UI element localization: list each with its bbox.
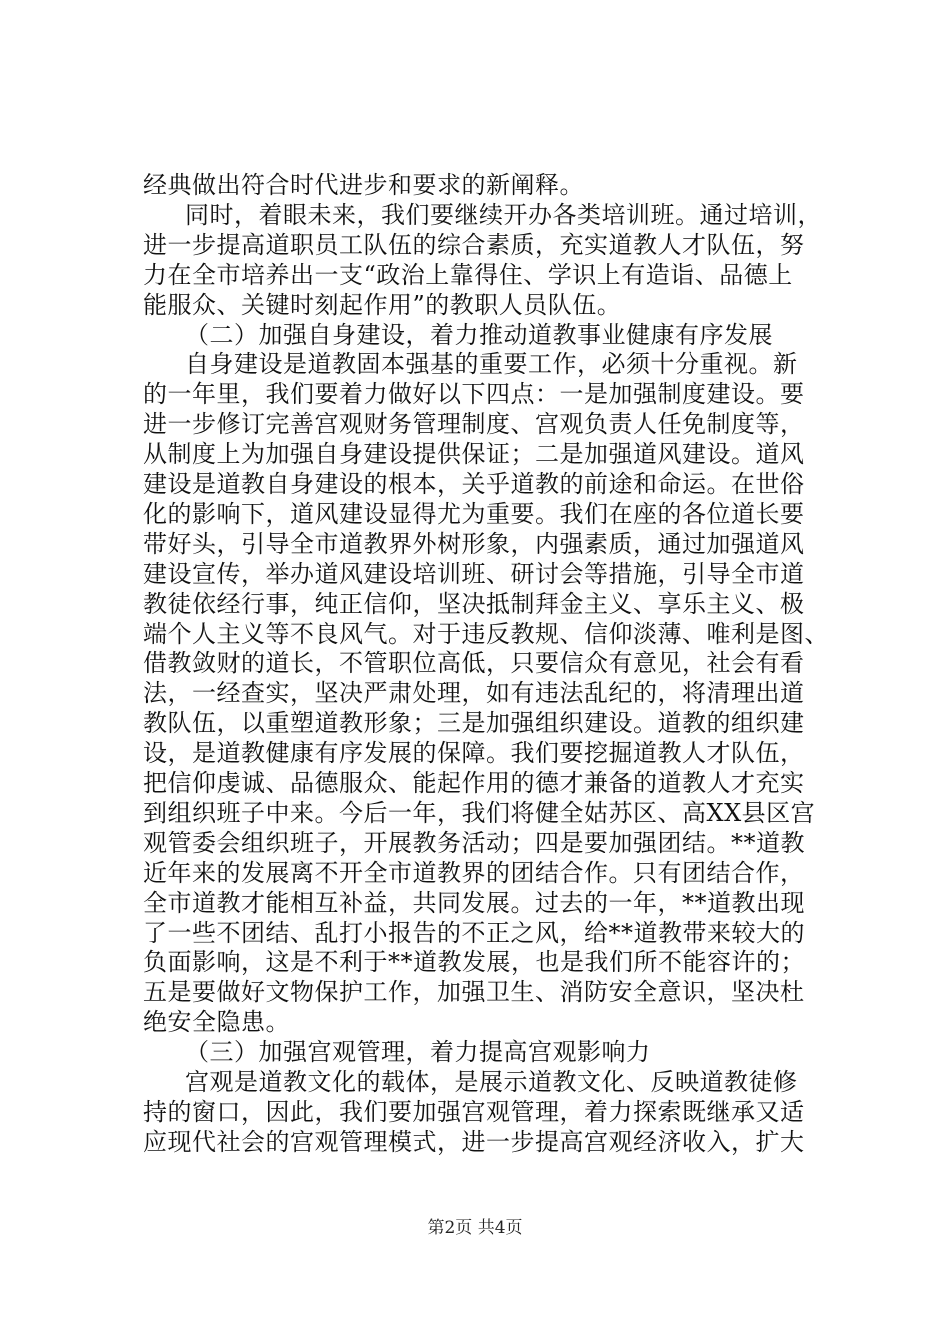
body-text-line: 法，一经查实，坚决严肃处理，如有违法乱纪的，将清理出道 — [143, 679, 805, 707]
body-text-line: 把信仰虔诚、品德服众、能起作用的德才兼备的道教人才充实 — [143, 769, 805, 797]
body-text-line: 教徒依经行事，纯正信仰，坚决抵制拜金主义、享乐主义、极 — [143, 590, 805, 618]
body-text-line: 进一步修订完善宫观财务管理制度、宫观负责人任免制度等， — [143, 410, 805, 438]
body-text-line: 了一些不团结、乱打小报告的不正之风，给**道教带来较大的 — [143, 919, 805, 947]
body-text-line: 能服众、关键时刻起作用”的教职人员队伍。 — [143, 291, 622, 319]
body-text-line: 的一年里，我们要着力做好以下四点：一是加强制度建设。要 — [143, 380, 805, 408]
body-text-line: 同时，着眼未来，我们要继续开办各类培训班。通过培训， — [185, 201, 822, 229]
body-text-line: 经典做出符合时代进步和要求的新阐释。 — [143, 171, 584, 199]
body-text-line: 到组织班子中来。今后一年，我们将健全姑苏区、高XX县区宫 — [143, 799, 816, 827]
body-text-line: 从制度上为加强自身建设提供保证；二是加强道风建设。道风 — [143, 440, 805, 468]
body-text-line: 自身建设是道教固本强基的重要工作，必须十分重视。新 — [185, 350, 798, 378]
body-text-line: 建设是道教自身建设的根本，关乎道教的前途和命运。在世俗 — [143, 470, 805, 498]
body-text-line: 进一步提高道职员工队伍的综合素质，充实道教人才队伍，努 — [143, 231, 805, 259]
body-text-line: 观管委会组织班子，开展教务活动；四是要加强团结。**道教 — [143, 829, 805, 857]
body-text-line: 近年来的发展离不开全市道教界的团结合作。只有团结合作， — [143, 859, 805, 887]
body-text-line: 持的窗口，因此，我们要加强宫观管理，着力探索既继承又适 — [143, 1098, 805, 1126]
body-text-line: 端个人主义等不良风气。对于违反教规、信仰淡薄、唯利是图、 — [143, 620, 829, 648]
section-heading: （三）加强宫观管理，着力提高宫观影响力 — [185, 1038, 651, 1066]
body-text-line: 借教敛财的道长，不管职位高低，只要信众有意见，社会有看 — [143, 649, 805, 677]
body-text-line: 宫观是道教文化的载体，是展示道教文化、反映道教徒修 — [185, 1068, 798, 1096]
body-text-line: 建设宣传，举办道风建设培训班、研讨会等措施，引导全市道 — [143, 560, 805, 588]
body-text-line: 负面影响，这是不利于**道教发展，也是我们所不能容许的； — [143, 948, 805, 976]
body-text-line: 绝安全隐患。 — [143, 1008, 290, 1036]
section-heading: （二）加强自身建设，着力推动道教事业健康有序发展 — [185, 321, 773, 349]
body-text-line: 全市道教才能相互补益，共同发展。过去的一年，**道教出现 — [143, 889, 805, 917]
body-text-line: 带好头，引导全市道教界外树形象，内强素质，通过加强道风 — [143, 530, 805, 558]
body-text-line: 设，是道教健康有序发展的保障。我们要挖掘道教人才队伍， — [143, 739, 805, 767]
body-text-line: 应现代社会的宫观管理模式，进一步提高宫观经济收入，扩大 — [143, 1128, 805, 1156]
body-text-line: 五是要做好文物保护工作，加强卫生、消防安全意识，坚决杜 — [143, 978, 805, 1006]
body-text-line: 教队伍，以重塑道教形象；三是加强组织建设。道教的组织建 — [143, 709, 805, 737]
page-number-footer: 第2页 共4页 — [427, 1218, 523, 1238]
body-text-line: 化的影响下，道风建设显得尤为重要。我们在座的各位道长要 — [143, 500, 805, 528]
body-text-line: 力在全市培养出一支“政治上靠得住、学识上有造诣、品德上 — [143, 261, 793, 289]
